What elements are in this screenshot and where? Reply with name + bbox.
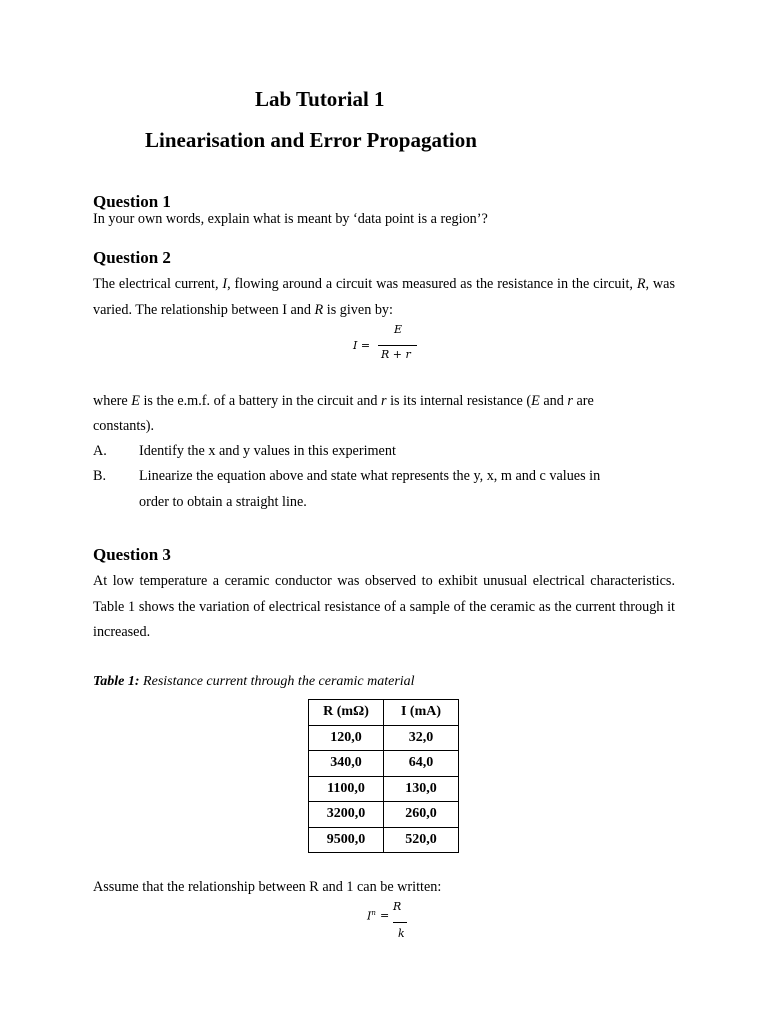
list-item-b-text-cont: order to obtain a straight line. [139,494,307,510]
list-item-b-label: B. [93,468,107,484]
table-row [309,751,459,777]
table-header-i: I (mA) [384,700,459,726]
list-item-a-text: Identify the x and y values in this experiment [139,443,396,459]
question-2-where-cont: constants). [93,418,155,434]
question-2-heading: Question 2 [93,248,171,267]
document-title: Lab Tutorial 1 [255,87,385,111]
table-cell: 64,0 [384,751,459,777]
question-3-heading: Question 3 [93,545,171,564]
equation-power-denominator: k [398,927,405,940]
equation-power-equals: = [380,909,390,922]
table-cell: 520,0 [384,827,459,853]
table-header-r: R (mΩ) [309,700,384,726]
table-cell: 130,0 [384,776,459,802]
table-caption: Table 1: Resistance current through the ceramic material [93,674,415,689]
equation-numerator: E [394,323,403,336]
question-2-where: where E is the e.m.f. of a battery in the circuit and r is its internal resistance (E and r are [93,393,594,409]
table-cell: 1100,0 [309,776,384,802]
table-cell: 32,0 [384,725,459,751]
question-3-text: At low temperature a ceramic conductor was observed to exhibit unusual electrical characteristics. Table 1 shows the variation of electrical resistance of a sample of the ceramic as the current through it increased. [93,573,675,640]
list-item-a-label: A. [93,443,107,459]
table-cell: 340,0 [309,751,384,777]
table-row [309,802,459,828]
equation-lhs: I = [353,339,371,352]
table-cell: 260,0 [384,802,459,828]
list-item-b-text: Linearize the equation above and state what represents the y, x, m and c values in [139,468,601,484]
table-row [309,776,459,802]
table-cell: 9500,0 [309,827,384,853]
table-cell: 3200,0 [309,802,384,828]
resistance-current-table [308,699,459,853]
fraction-bar-2 [393,922,407,923]
table-cell: 120,0 [309,725,384,751]
equation-power-lhs: $I^n$ [367,909,376,923]
question-3-assume: Assume that the relationship between R and 1 can be written: [93,879,442,895]
question-2-intro: The electrical current, I, flowing around a circuit was measured as the resistance in the circuit, R, was varied. The relationship between I and R is given by: [93,276,675,318]
equation-power-numerator: R [393,900,402,913]
fraction-bar [378,345,417,346]
table-row [309,725,459,751]
question-1-heading: Question 1 [93,192,171,211]
equation-denominator: R + r [381,348,411,361]
question-1-text: In your own words, explain what is meant by ‘data point is a region’? [93,211,488,227]
table-row [309,827,459,853]
document-subtitle: Linearisation and Error Propagation [145,128,477,152]
table-header-row [309,700,459,726]
